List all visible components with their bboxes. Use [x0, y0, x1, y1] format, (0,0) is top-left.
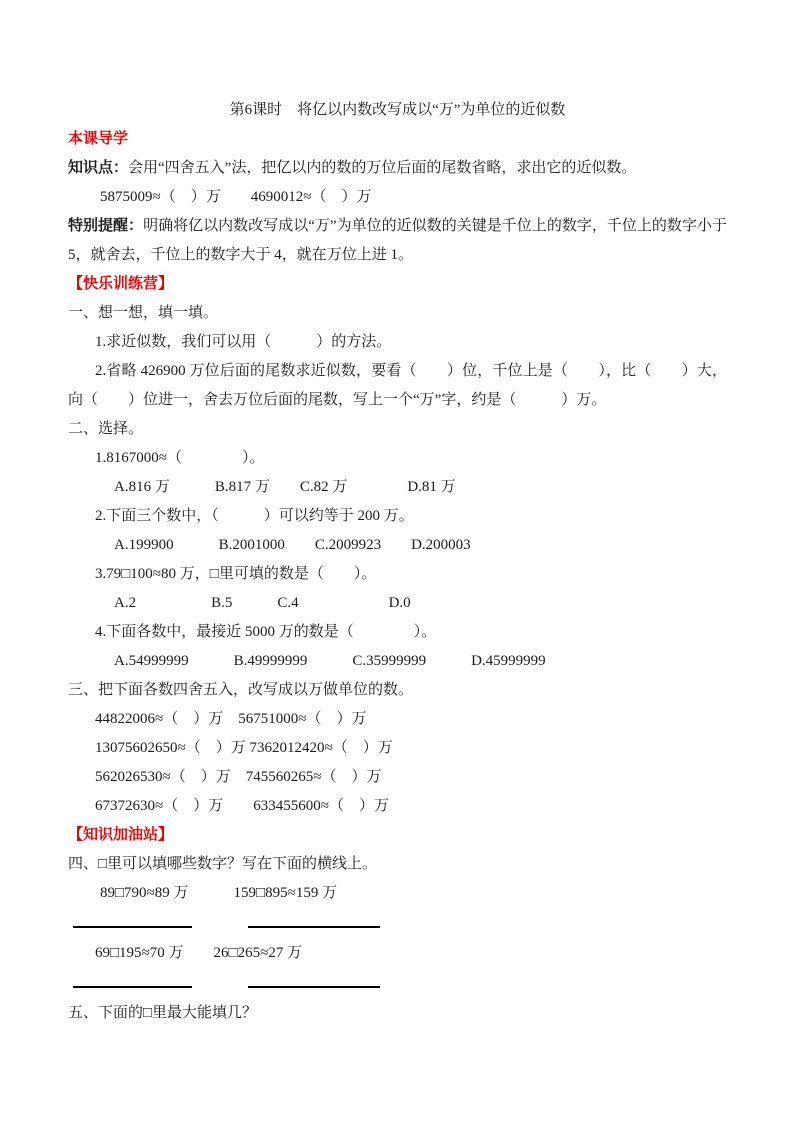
section3-title: 三、把下面各数四舍五入，改写成以万做单位的数。 — [68, 682, 414, 698]
fill-item-1: 1.求近似数，我们可以用（ ）的方法。 — [95, 334, 392, 350]
choice-options-2: A.199900 B.2001000 C.2009923 D.200003 — [114, 537, 471, 553]
rewrite-row-4: 67372630≈（ ）万 633455600≈（ ）万 — [95, 798, 389, 814]
answer-blank-row-1 — [68, 908, 727, 939]
special-reminder — [68, 212, 731, 270]
rewrite-row-3: 562026530≈（ ）万 745560265≈（ ）万 — [95, 769, 382, 785]
page-title: 第6课时 将亿以内数改写成以“万”为单位的近似数 — [229, 102, 566, 118]
choice-question-4: 4.下面各数中，最接近 5000 万的数是（ ）。 — [95, 624, 437, 640]
choice-question-1: 1.8167000≈（ ）。 — [95, 450, 265, 466]
guide-heading: 本课导学 — [68, 131, 129, 147]
choice-options-4: A.54999999 B.49999999 C.35999999 D.45999999 — [114, 653, 546, 669]
choice-question-3: 3.79□100≈80 万，□里可填的数是（ ）。 — [95, 566, 377, 582]
knowledge-text: 会用“四舍五入”法，把亿以内的数的万位后面的尾数省略，求出它的近似数。 — [128, 160, 637, 176]
choice-question-2: 2.下面三个数中，（ ）可以约等于 200 万。 — [95, 508, 414, 524]
answer-blank-line — [248, 908, 380, 928]
answer-blank-line — [73, 968, 192, 988]
section2-title: 二、选择。 — [68, 421, 144, 437]
boost-heading: 【知识加油站】 — [68, 827, 174, 843]
camp-heading: 【快乐训练营】 — [68, 276, 174, 292]
rewrite-row-2: 13075602650≈（ ）万 7362012420≈（ ）万 — [95, 740, 393, 756]
reminder-label: 特别提醒： — [68, 218, 144, 234]
digit-fill-row-2: 69□195≈70 万 26□265≈27 万 — [95, 945, 303, 961]
section5-title: 五、下面的□里最大能填几？ — [68, 1005, 258, 1021]
fill-item-2: 2.省略 426900 万位后面的尾数求近似数，要看（ ）位，千位上是（ ），比（ ）大，向（ ）位进一，舍去万位后面的尾数，写上一个“万”字，约是（ ）万。 — [68, 363, 727, 408]
answer-blank-line — [73, 908, 192, 928]
answer-blank-line — [248, 968, 380, 988]
digit-fill-row-1: 89□790≈89 万 159□895≈159 万 — [100, 885, 338, 901]
knowledge-point — [68, 154, 727, 183]
rewrite-row-1: 44822006≈（ ）万 56751000≈（ ）万 — [95, 711, 367, 727]
answer-blank-row-2 — [68, 968, 727, 999]
section1-title: 一、想一想，填一填。 — [68, 305, 219, 321]
knowledge-label: 知识点： — [68, 160, 129, 176]
knowledge-example: 5875009≈（ ）万 4690012≈（ ）万 — [100, 189, 372, 205]
section4-title: 四、□里可以填哪些数字？写在下面的横线上。 — [68, 856, 378, 872]
reminder-text: 明确将亿以内数改写成以“万”为单位的近似数的关键是千位上的数字，千位上的数字小于 5，就舍去，千位上的数字大于 4，就在万位上进 1。 — [68, 218, 731, 263]
choice-options-3: A.2 B.5 C.4 D.0 — [114, 595, 411, 611]
choice-options-1: A.816 万 B.817 万 C.82 万 D.81 万 — [114, 479, 456, 495]
